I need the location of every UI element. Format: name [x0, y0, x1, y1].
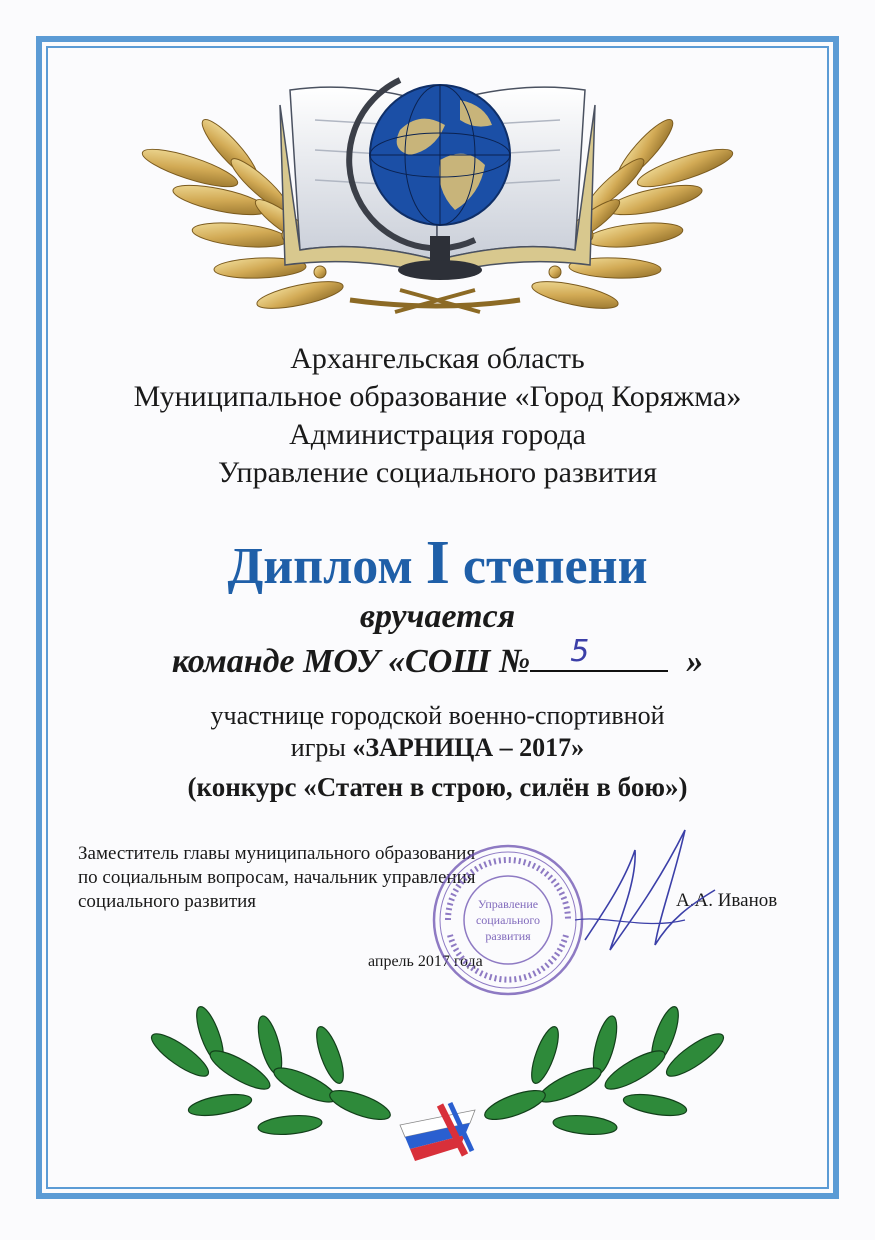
signer-position	[78, 842, 476, 914]
title-suffix: степени	[462, 538, 648, 595]
game-prefix: игры	[290, 733, 346, 762]
issue-date: апрель 2017 года	[368, 953, 483, 970]
team-line	[0, 634, 875, 681]
stamp-text-1: Управление	[477, 897, 539, 911]
official-stamp-icon	[428, 840, 588, 1000]
laurel-ribbon-icon	[120, 995, 755, 1175]
stamp-text-3: развития	[485, 929, 531, 943]
administration-name: Администрация города	[289, 418, 586, 451]
team-number-blank	[530, 634, 668, 672]
signer-line-3: социального развития	[78, 891, 257, 912]
contest-name: (конкурс «Статен в строю, силён в бою»)	[187, 772, 688, 802]
participant-text	[0, 700, 875, 764]
game-name: «ЗАРНИЦА – 2017»	[352, 733, 585, 762]
region-name: Архангельская область	[290, 342, 585, 375]
participant-line-2	[0, 732, 875, 764]
participant-line-1: участнице городской военно-спортивной	[210, 701, 665, 730]
issuer-header	[0, 340, 875, 492]
handwritten-signature-icon	[565, 820, 725, 970]
globe-book-emblem-icon	[100, 50, 775, 330]
team-suffix: »	[686, 643, 704, 680]
signer-name: А.А. Иванов	[676, 890, 778, 911]
handwritten-team-number: 5	[570, 634, 590, 669]
team-prefix: команде МОУ «СОШ №	[171, 643, 531, 680]
municipality-name: Муниципальное образование «Город Коряжма»	[133, 380, 742, 413]
stamp-text-2: социального	[475, 913, 541, 927]
awarded-text: вручается	[359, 598, 516, 635]
department-name: Управление социального развития	[217, 456, 658, 489]
signer-line-2: по социальным вопросам, начальник управления	[78, 867, 476, 888]
title-word: Диплом	[227, 538, 413, 595]
signer-line-1: Заместитель главы муниципального образования	[78, 843, 476, 864]
title-degree: I	[425, 529, 450, 597]
diploma-title	[0, 528, 875, 599]
